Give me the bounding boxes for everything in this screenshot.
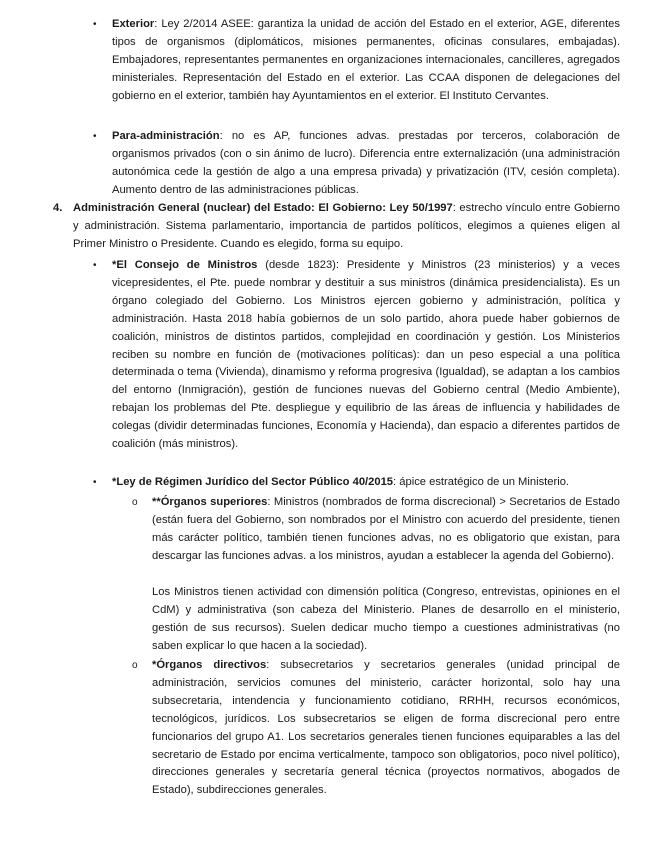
age-paragraph [73, 200, 620, 254]
para-administracion-text: : no es AP, funciones advas. prestadas por terceros, colaboración de organismos privados (con o sin ánimo de lucro). Diferencia entre externalización (una administración autonómica cede la gestión de algo a una empresa privada) y privatización (ITV, cesión completa). Aumento dentro de las administraciones públicas. [112, 130, 620, 196]
bullet-marker: • [93, 19, 97, 30]
organos-directivos-paragraph [152, 657, 620, 800]
bullet-marker: • [93, 260, 97, 271]
exterior-text: : Ley 2/2014 ASEE: garantiza la unidad de acción del Estado en el exterior, AGE, diferentes tipos de organismos (diplomáticos, misiones permanentes, oficinas consulares, embajadas). Embajadores, representantes permanentes en organizaciones internacionales, cancilleres, agregados ministeriales. Representación del Estado en el exterior. Las CCAA disponen de delegaciones del gobierno en el exterior, también hay Ayuntamientos en el exterior. El Instituto Cervantes. [112, 18, 620, 102]
organos-superiores-title: **Órganos superiores [152, 496, 268, 508]
para-administracion-title: Para-administración [112, 130, 220, 142]
sub-bullet-marker: o [132, 497, 138, 508]
ley-title: *Ley de Régimen Jurídico del Sector Público 40/2015 [112, 476, 394, 488]
age-text: : estrecho vínculo entre Gobierno y administración. Sistema parlamentario, importancia de partidos políticos, elegimos a quienes eligen al Primer Ministro o Presidente. Cuando es elegido, forma su equipo. [73, 202, 620, 250]
consejo-title: *El Consejo de Ministros [112, 259, 258, 271]
para-administracion-paragraph [112, 128, 620, 200]
organos-directivos-title: *Órganos directivos [152, 659, 267, 671]
consejo-text: (desde 1823): Presidente y Ministros (23 ministerios) y a veces vicepresidentes, el Pte. puede nombrar y destituir a sus ministros (dinámica presidencialista). Es un órgano colegiado del Gobierno. Los Ministros ejercen gobierno y administración, política y administración. Hasta 2018 había gobiernos de un solo partido, ahora puede haber gobiernos de coalición, ministros de distintos partidos, complejidad en coordinación y gestión. Los Ministerios reciben su nombre en función de (motivaciones políticas): dan un peso especial a una política determinada o tema (Vivienda), dinamismo y reforma progresiva (Igualdad), se adaptan a los cambios del entorno (Inmigración), gestión de funciones nuevas del Gobierno central (Medio Ambiente), rebajan los problemas del Pte. despliegue y equilibrio de las áreas de influencia y habilidades de colegas (dividir determinadas funciones, Economía y Hacienda), dan espacio a diferentes partidos de coalición (más ministros). [112, 259, 620, 451]
organos-superiores-paragraph-2: Los Ministros tienen actividad con dimensión política (Congreso, entrevistas, opiniones en el CdM) y administrativa (son cabeza del Ministerio. Planes de desarrollo en el ministerio, gestión de sus recursos). Suelen dedicar mucho tiempo a cuestiones administrativas (no saben explicar lo que hacen a la sociedad). [152, 586, 620, 652]
organos-directivos-text: : subsecretarios y secretarios generales (unidad principal de administración, servicios comunes del ministerio, carácter horizontal, solo hay una subsecretaria, intendencia y funcionamiento cotidiano, RRHH, recursos económicos, tecnológicos, jurídicos. Los subsecretarios se eligen de forma discrecional pero entre funcionarios del grupo A1. Los secretarios generales tienen funciones equiparables a las del secretario de Estado por encima verticalmente, tampoco son obligatorios, poco nivel político), direcciones generales y secretaría general técnica (proyectos normativos, abogados de Estado), subdirecciones generales. [152, 659, 620, 797]
age-title: Administración General (nuclear) del Estado: El Gobierno: Ley 50/1997 [73, 202, 453, 214]
bullet-marker: • [93, 131, 97, 142]
consejo-paragraph [112, 257, 620, 454]
exterior-title: Exterior [112, 18, 155, 30]
ley-text: : ápice estratégico de un Ministerio. [393, 476, 570, 488]
bullet-marker: • [93, 477, 97, 488]
organos-superiores-paragraph [152, 494, 620, 566]
exterior-paragraph [112, 16, 620, 106]
sub-bullet-marker: o [132, 660, 138, 671]
ley-paragraph [112, 474, 620, 492]
list-number: 4. [53, 202, 63, 214]
organos-superiores-text: : Ministros (nombrados de forma discrecional) > Secretarios de Estado (están fuera del Gobierno, son nombrados por el Ministro con acuerdo del presidente, tienen más carácter político, también tienen funciones advas, no es obligatorio que existan, para descargar las funciones advas. a los ministros, ayudan a establecer la agenda del Gobierno). [152, 496, 620, 562]
